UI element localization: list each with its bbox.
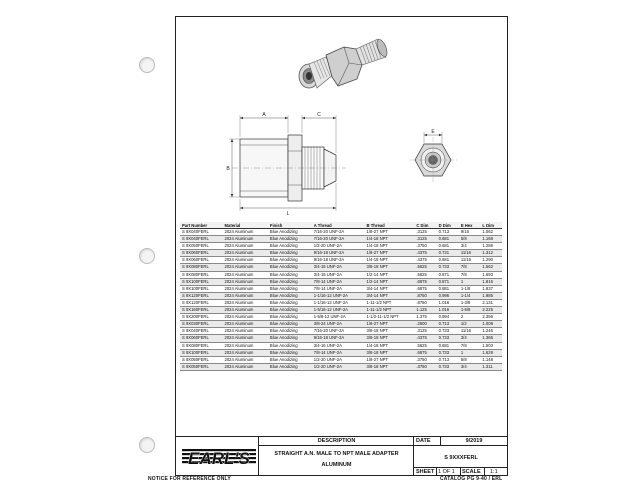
table-cell: 1/4-18 NPT — [365, 342, 415, 349]
description-line-1: STRAIGHT A.N. MALE TO NPT MALE ADAPTER — [274, 451, 399, 457]
table-cell: 3/4 — [459, 335, 481, 342]
table-cell: 1/8-27 NPT — [365, 321, 415, 328]
table-cell: Blue Anodizing — [268, 299, 312, 306]
table-cell: 3/4-16 UNF-2A — [312, 271, 365, 278]
table-cell: Blue Anodizing — [268, 271, 312, 278]
table-cell: .3750 — [414, 363, 436, 370]
table-cell: 1.016 — [437, 307, 459, 314]
table-cell: 0.731 — [437, 250, 459, 257]
side-view-drawing — [229, 115, 346, 211]
table-cell: 1.985 — [480, 292, 502, 299]
table-cell: S 9X060FERL — [180, 250, 223, 257]
table-cell: S 9X100FERL — [180, 285, 223, 292]
table-cell: 1/2-20 UNF-2A — [312, 363, 365, 370]
table-cell: 3/8-18 NPT — [365, 349, 415, 356]
table-cell: 1/4-18 NPT — [365, 236, 415, 243]
table-cell: 7/16-20 UNF-2A — [312, 328, 365, 335]
table-cell: 3/8-18 NPT — [365, 335, 415, 342]
col-header-d-dim: D Dim — [437, 222, 459, 229]
table-cell: 11/16 — [459, 328, 481, 335]
table-cell: Blue Anodizing — [268, 285, 312, 292]
table-cell: 1.016 — [437, 299, 459, 306]
table-cell: S 9X050FERL — [180, 363, 223, 370]
dim-label-e: E — [431, 129, 435, 135]
table-cell: 2024 Aluminum — [223, 328, 268, 335]
spec-table — [180, 222, 502, 371]
table-cell: 3/8-18 NPT — [365, 264, 415, 271]
table-cell: 2024 Aluminum — [223, 292, 268, 299]
table-cell: 1.366 — [480, 335, 502, 342]
table-cell: 1.125 — [414, 307, 436, 314]
table-cell: 2024 Aluminum — [223, 321, 268, 328]
table-cell: 7/8 — [459, 342, 481, 349]
title-block — [176, 436, 507, 476]
table-cell: 3/4-14 NPT — [365, 285, 415, 292]
table-row — [180, 271, 502, 278]
table-cell: 1-3/8 — [459, 299, 481, 306]
table-cell: 9/16 — [459, 229, 481, 236]
table-cell: S 9X030FERL — [180, 321, 223, 328]
table-cell: Blue Anodizing — [268, 243, 312, 250]
table-cell: .5625 — [414, 271, 436, 278]
description-label: DESCRIPTION — [317, 438, 356, 444]
footer-right-note: CATALOG PG 9-40 / ERL — [440, 476, 503, 482]
table-cell: .4375 — [414, 257, 436, 264]
table-cell: 1.629 — [480, 349, 502, 356]
col-header-l-dim: L Dim — [480, 222, 502, 229]
table-cell: 1.503 — [480, 342, 502, 349]
table-cell: S 9X040FERL — [180, 229, 223, 236]
dim-label-c: C — [317, 112, 321, 118]
table-cell: 1.148 — [480, 356, 502, 363]
sheet-label: SHEET — [416, 468, 435, 475]
table-cell: 2024 Aluminum — [223, 229, 268, 236]
table-cell: .3750 — [414, 356, 436, 363]
table-cell: 2.225 — [480, 307, 502, 314]
table-row — [180, 349, 502, 356]
table-cell: 2 — [459, 314, 481, 321]
table-cell: 2024 Aluminum — [223, 314, 268, 321]
table-cell: S 9X040FERL — [180, 328, 223, 335]
table-cell: 0.733 — [437, 349, 459, 356]
table-cell: Blue Anodizing — [268, 264, 312, 271]
table-cell: 5/8 — [459, 236, 481, 243]
table-cell: .6875 — [414, 278, 436, 285]
table-cell: 3/4 — [459, 243, 481, 250]
table-row — [180, 314, 502, 321]
punch-hole-middle — [139, 248, 155, 264]
table-cell: 1/2-20 UNF-2A — [312, 356, 365, 363]
table-cell: 2024 Aluminum — [223, 349, 268, 356]
table-cell: Blue Anodizing — [268, 278, 312, 285]
table-cell: .5625 — [414, 342, 436, 349]
table-cell: 11/16 — [459, 257, 481, 264]
table-cell: .3125 — [414, 236, 436, 243]
punch-hole-top — [139, 57, 155, 73]
table-cell: S 9X200FERL — [180, 314, 223, 321]
table-cell: Blue Anodizing — [268, 342, 312, 349]
table-cell: S 9X050FERL — [180, 243, 223, 250]
table-cell: S 9X120FERL — [180, 292, 223, 299]
table-cell: 1.312 — [480, 250, 502, 257]
table-row — [180, 292, 502, 299]
table-cell: .5625 — [414, 264, 436, 271]
table-row — [180, 321, 502, 328]
table-cell: 2024 Aluminum — [223, 285, 268, 292]
table-row — [180, 285, 502, 292]
table-cell: 3/8-18 NPT — [365, 328, 415, 335]
table-cell: S 9X100FERL — [180, 278, 223, 285]
table-cell: 2024 Aluminum — [223, 335, 268, 342]
table-cell: 0.713 — [437, 321, 459, 328]
table-cell: 1.816 — [480, 278, 502, 285]
table-cell: 1/2-20 UNF-2A — [312, 243, 365, 250]
table-cell: 2024 Aluminum — [223, 264, 268, 271]
table-cell: 0.681 — [437, 236, 459, 243]
table-cell: S 9X040FERL — [180, 236, 223, 243]
table-cell: 1.311 — [480, 363, 502, 370]
table-cell: 0.733 — [437, 328, 459, 335]
scale-value: 1:1 — [490, 468, 498, 475]
table-row — [180, 335, 502, 342]
table-cell: 9/16-18 UNF-2A — [312, 335, 365, 342]
table-cell: 1/8-27 NPT — [365, 229, 415, 236]
table-cell: 3/4-16 UNF-2A — [312, 342, 365, 349]
table-cell: 1-1/8 — [459, 285, 481, 292]
table-cell: 3/8-24 UNF-2A — [312, 321, 365, 328]
table-cell: Blue Anodizing — [268, 314, 312, 321]
table-cell: Blue Anodizing — [268, 356, 312, 363]
table-cell: 1.375 — [414, 314, 436, 321]
table-cell: 1-1/16-12 UNF-2A — [312, 299, 365, 306]
table-cell: 2024 Aluminum — [223, 307, 268, 314]
table-row — [180, 278, 502, 285]
table-cell: 1-5/8 — [459, 307, 481, 314]
table-cell: .8750 — [414, 292, 436, 299]
punch-hole-bottom — [139, 437, 155, 453]
date-value: 9/2019 — [465, 438, 483, 444]
table-cell: 9/16-18 UNF-2A — [312, 250, 365, 257]
table-cell: 1 — [459, 278, 481, 285]
table-cell: 2024 Aluminum — [223, 356, 268, 363]
table-cell: Blue Anodizing — [268, 328, 312, 335]
table-cell: 1.062 — [480, 229, 502, 236]
table-cell: .8750 — [414, 299, 436, 306]
table-cell: 2024 Aluminum — [223, 250, 268, 257]
table-cell: 2.356 — [480, 314, 502, 321]
table-cell: 3/8-18 NPT — [365, 363, 415, 370]
table-cell: 2024 Aluminum — [223, 363, 268, 370]
fitting-3d-render — [299, 38, 389, 88]
col-header-material: Material — [223, 222, 268, 229]
table-cell: 1.008 — [480, 321, 502, 328]
table-cell: S 9X060FERL — [180, 335, 223, 342]
table-cell: 1.168 — [480, 236, 502, 243]
table-cell: S 9X120FERL — [180, 299, 223, 306]
table-cell: 1.286 — [480, 243, 502, 250]
table-cell: 0.733 — [437, 264, 459, 271]
table-cell: Blue Anodizing — [268, 292, 312, 299]
table-cell: S 9X080FERL — [180, 342, 223, 349]
col-header-a-thread: A Thread — [312, 222, 365, 229]
date-label: DATE — [416, 438, 431, 444]
dim-label-l: L — [286, 211, 290, 217]
table-cell: .6875 — [414, 349, 436, 356]
spec-table-body — [180, 229, 502, 371]
table-cell: 1.837 — [480, 285, 502, 292]
table-cell: Blue Anodizing — [268, 250, 312, 257]
logo-text: EARL'S — [188, 449, 250, 468]
table-cell: 7/8-14 UNF-2A — [312, 285, 365, 292]
earls-logo — [180, 443, 258, 471]
table-cell: 0.681 — [437, 243, 459, 250]
table-cell: 2024 Aluminum — [223, 299, 268, 306]
table-cell: 1-11-1/2 NPT — [365, 307, 415, 314]
part-number-value: S 9XXXFERL — [444, 455, 478, 461]
table-cell: 0.871 — [437, 271, 459, 278]
table-cell: 1.562 — [480, 264, 502, 271]
drawing-sheet — [175, 16, 508, 476]
end-view-drawing — [409, 132, 457, 183]
table-cell: 2024 Aluminum — [223, 257, 268, 264]
table-cell: 1.290 — [480, 257, 502, 264]
table-cell: 0.713 — [437, 229, 459, 236]
table-row — [180, 328, 502, 335]
technical-drawing — [176, 17, 507, 222]
description-line-2: ALUMINUM — [321, 462, 352, 468]
table-cell: 3/4-16 UNF-2A — [312, 264, 365, 271]
table-cell: 1.246 — [480, 328, 502, 335]
table-row — [180, 342, 502, 349]
table-cell: 3/4 — [459, 363, 481, 370]
table-cell: 1/2-14 NPT — [365, 278, 415, 285]
col-header-finish: Finish — [268, 222, 312, 229]
table-cell: 7/8-14 UNF-2A — [312, 278, 365, 285]
table-cell: 1/8-27 NPT — [365, 250, 415, 257]
table-cell: .6875 — [414, 285, 436, 292]
info-cell — [413, 437, 507, 476]
footer-left-note: NOTICE FOR REFERENCE ONLY — [148, 476, 231, 482]
table-cell: 2024 Aluminum — [223, 342, 268, 349]
table-cell: 0.871 — [437, 278, 459, 285]
table-cell: 3/4-14 NPT — [365, 292, 415, 299]
table-cell: 1-1/2-11-1/2 NPT — [365, 314, 415, 321]
table-cell: Blue Anodizing — [268, 236, 312, 243]
table-cell: 7/8 — [459, 271, 481, 278]
table-cell: 2024 Aluminum — [223, 243, 268, 250]
table-row — [180, 250, 502, 257]
table-row — [180, 229, 502, 236]
table-cell: 0.681 — [437, 257, 459, 264]
table-cell: 1/8-27 NPT — [365, 356, 415, 363]
table-cell: 2.131 — [480, 299, 502, 306]
table-cell: Blue Anodizing — [268, 257, 312, 264]
table-row — [180, 356, 502, 363]
table-cell: S 9X080FERL — [180, 271, 223, 278]
table-cell: 2024 Aluminum — [223, 236, 268, 243]
table-cell: 1-1/16-12 UNF-2A — [312, 292, 365, 299]
table-cell: 1-11-1/2 NPT — [365, 299, 415, 306]
table-cell: 0.713 — [437, 356, 459, 363]
col-header-e-hex: E Hex — [459, 222, 481, 229]
table-cell: 2024 Aluminum — [223, 278, 268, 285]
table-cell: 9/16-18 UNF-2A — [312, 257, 365, 264]
table-cell: S 9X100FERL — [180, 349, 223, 356]
sheet-value: 1 OF 1 — [438, 468, 455, 475]
table-cell: 7/8-14 UNF-2A — [312, 349, 365, 356]
table-cell: Blue Anodizing — [268, 307, 312, 314]
table-cell: 0.733 — [437, 335, 459, 342]
table-cell: 0.881 — [437, 285, 459, 292]
table-cell: .4375 — [414, 335, 436, 342]
table-cell: S 9X160FERL — [180, 307, 223, 314]
table-cell: 0.996 — [437, 292, 459, 299]
table-cell: 7/16-20 UNF-2A — [312, 236, 365, 243]
table-row — [180, 307, 502, 314]
table-cell: .4375 — [414, 250, 436, 257]
table-cell: Blue Anodizing — [268, 229, 312, 236]
description-cell — [258, 437, 413, 476]
dim-label-a: A — [262, 112, 266, 118]
table-cell: 0.681 — [437, 342, 459, 349]
table-cell: 5/8 — [459, 356, 481, 363]
table-cell: 1/4-18 NPT — [365, 243, 415, 250]
table-cell: 1/4-18 NPT — [365, 257, 415, 264]
table-row — [180, 264, 502, 271]
table-cell: 1/2 — [459, 321, 481, 328]
table-cell: 0.733 — [437, 363, 459, 370]
col-header-part-number: Part Number — [180, 222, 223, 229]
table-row — [180, 243, 502, 250]
table-row — [180, 363, 502, 370]
col-header-c-dim: C Dim — [414, 222, 436, 229]
table-cell: 1-5/16-12 UNF-2A — [312, 307, 365, 314]
table-cell: 2024 Aluminum — [223, 271, 268, 278]
table-cell: Blue Anodizing — [268, 321, 312, 328]
table-cell: 1 — [459, 349, 481, 356]
table-cell: S 9X050FERL — [180, 356, 223, 363]
table-row — [180, 257, 502, 264]
table-cell: S 9X080FERL — [180, 264, 223, 271]
table-cell: 7/8 — [459, 264, 481, 271]
table-cell: Blue Anodizing — [268, 349, 312, 356]
table-row — [180, 299, 502, 306]
table-cell: .3750 — [414, 243, 436, 250]
table-cell: Blue Anodizing — [268, 363, 312, 370]
table-cell: .3125 — [414, 328, 436, 335]
table-cell: 11/16 — [459, 250, 481, 257]
table-cell: 1-1/4 — [459, 292, 481, 299]
table-cell: 1.693 — [480, 271, 502, 278]
dim-label-b: B — [226, 166, 230, 172]
table-cell: 1-5/8-12 UNF-2A — [312, 314, 365, 321]
table-cell: S 9X060FERL — [180, 257, 223, 264]
table-cell: .2500 — [414, 321, 436, 328]
col-header-b-thread: B Thread — [365, 222, 415, 229]
scale-label: SCALE — [462, 468, 481, 475]
table-cell: 7/16-20 UNF-2A — [312, 229, 365, 236]
table-cell: Blue Anodizing — [268, 335, 312, 342]
table-cell: 1/2-14 NPT — [365, 271, 415, 278]
table-cell: 0.994 — [437, 314, 459, 321]
table-cell: .3125 — [414, 229, 436, 236]
table-row — [180, 236, 502, 243]
